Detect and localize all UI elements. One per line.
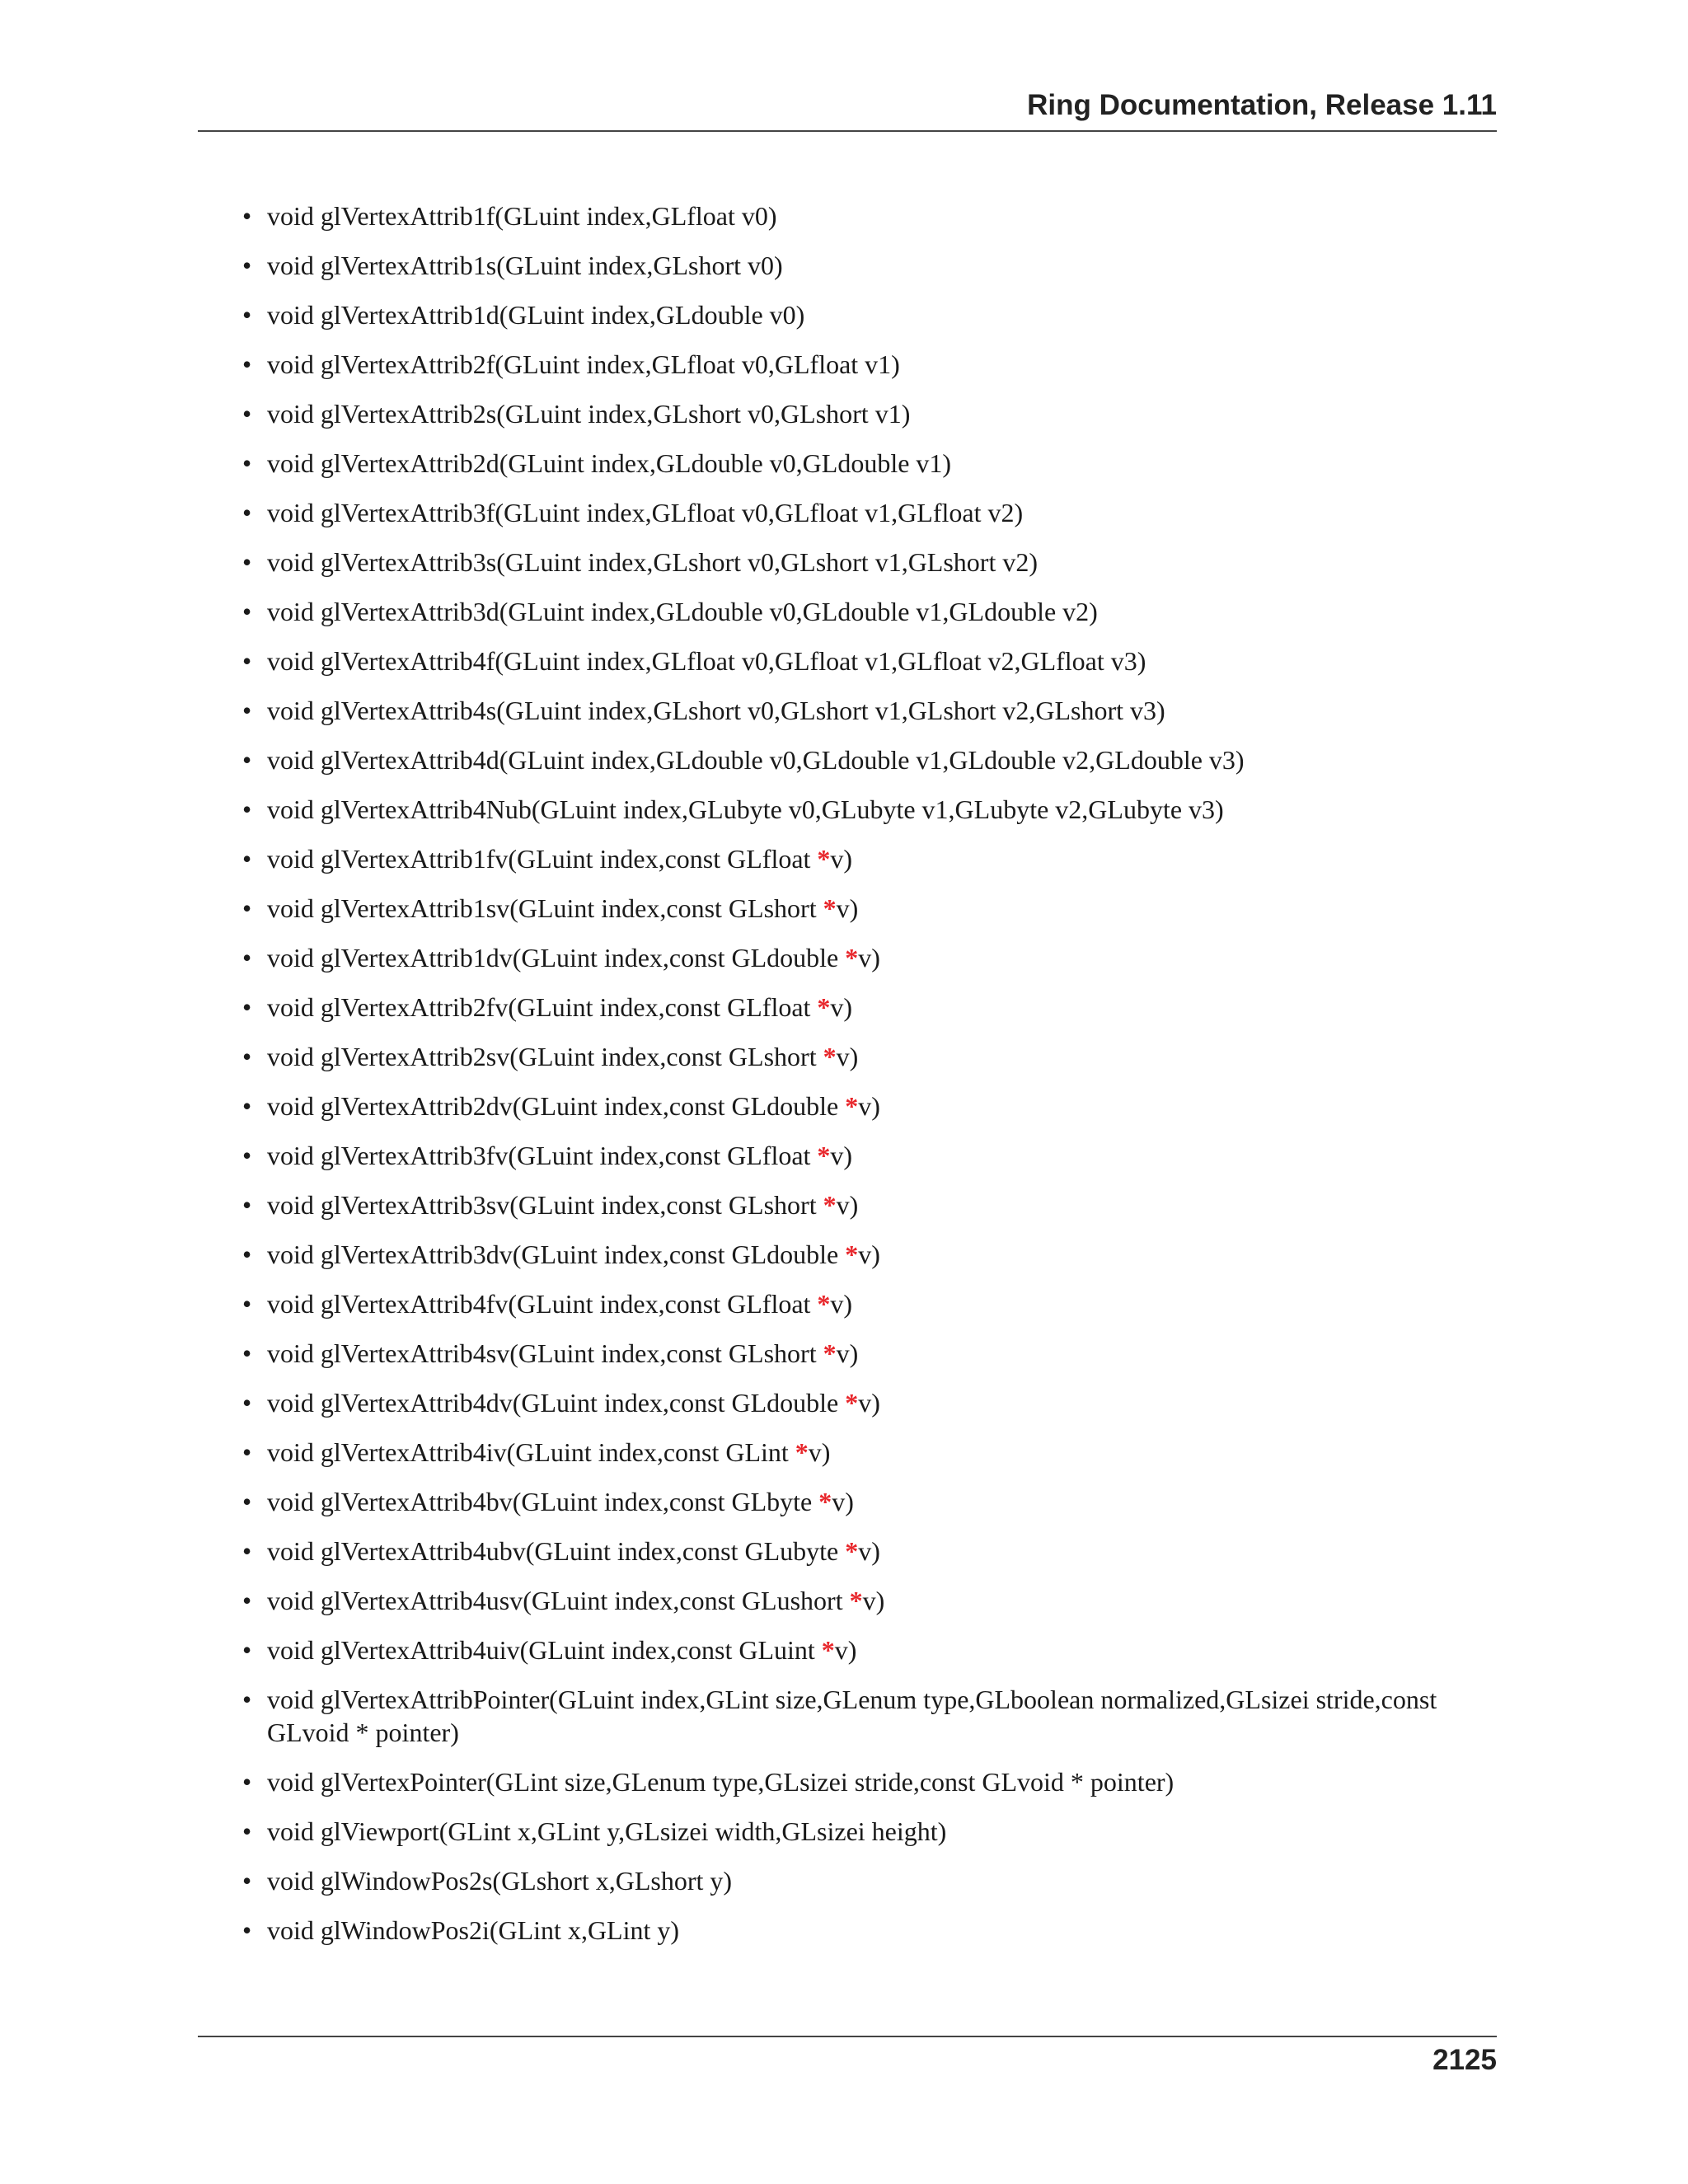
function-signature: void glVertexAttrib2sv(GLuint index,const GLshort xyxy=(267,1042,823,1071)
bullet-icon: • xyxy=(242,300,252,330)
list-item xyxy=(239,1633,1497,1666)
function-signature-tail: v) xyxy=(834,1635,857,1665)
list-item xyxy=(239,694,1497,727)
list-item xyxy=(239,1139,1497,1172)
list-item xyxy=(239,1337,1497,1370)
bullet-icon: • xyxy=(242,1767,252,1797)
bullet-icon: • xyxy=(242,201,252,231)
function-signature: void glVertexAttrib3d(GLuint index,GLdouble v0,GLdouble v1,GLdouble v2) xyxy=(267,597,1098,626)
function-signature-tail: v) xyxy=(830,992,853,1022)
function-signature-tail: v) xyxy=(858,943,880,972)
function-signature: void glVertexAttrib4ubv(GLuint index,const GLubyte xyxy=(267,1536,846,1566)
bullet-icon: • xyxy=(242,1190,252,1220)
list-item xyxy=(239,1040,1497,1073)
function-signature: void glVertexAttribPointer(GLuint index,GLint size,GLenum type,GLboolean normalized,GLsizei stride,const GLvoid * pointer) xyxy=(267,1685,1437,1747)
pointer-star: * xyxy=(817,1141,831,1170)
bullet-icon: • xyxy=(242,251,252,280)
bullet-icon: • xyxy=(242,992,252,1022)
function-list xyxy=(239,199,1497,1963)
bullet-icon: • xyxy=(242,349,252,379)
list-item xyxy=(239,249,1497,282)
function-signature-tail: v) xyxy=(858,1240,880,1269)
function-signature: void glVertexPointer(GLint size,GLenum type,GLsizei stride,const GLvoid * pointer) xyxy=(267,1767,1175,1797)
header-title: Ring Documentation, Release 1.11 xyxy=(1027,89,1497,121)
function-signature: void glVertexAttrib4f(GLuint index,GLfloat v0,GLfloat v1,GLfloat v2,GLfloat v3) xyxy=(267,646,1146,676)
function-signature: void glVertexAttrib3f(GLuint index,GLfloat v0,GLfloat v1,GLfloat v2) xyxy=(267,498,1024,527)
pointer-star: * xyxy=(817,992,831,1022)
list-item xyxy=(239,1535,1497,1568)
pointer-star: * xyxy=(821,1635,835,1665)
pointer-star: * xyxy=(823,1338,837,1368)
bullet-icon: • xyxy=(242,943,252,972)
function-signature: void glVertexAttrib4s(GLuint index,GLshort v0,GLshort v1,GLshort v2,GLshort v3) xyxy=(267,696,1165,725)
function-signature: void glWindowPos2i(GLint x,GLint y) xyxy=(267,1915,680,1945)
function-signature: void glVertexAttrib2s(GLuint index,GLshort v0,GLshort v1) xyxy=(267,399,911,429)
function-signature-tail: v) xyxy=(836,1338,859,1368)
list-item xyxy=(239,447,1497,480)
function-signature: void glVertexAttrib4sv(GLuint index,const GLshort xyxy=(267,1338,823,1368)
function-signature-tail: v) xyxy=(830,1141,853,1170)
function-signature-tail: v) xyxy=(836,893,859,923)
pointer-star: * xyxy=(849,1586,863,1615)
list-item xyxy=(239,1815,1497,1848)
function-signature: void glVertexAttrib1fv(GLuint index,const GLfloat xyxy=(267,844,818,874)
list-item xyxy=(239,199,1497,232)
bullet-icon: • xyxy=(242,1091,252,1121)
function-signature: void glVertexAttrib4usv(GLuint index,const GLushort xyxy=(267,1586,850,1615)
bullet-icon: • xyxy=(242,448,252,478)
bullet-icon: • xyxy=(242,794,252,824)
list-item xyxy=(239,1584,1497,1617)
function-signature-tail: v) xyxy=(858,1536,880,1566)
function-signature: void glVertexAttrib4Nub(GLuint index,GLubyte v0,GLubyte v1,GLubyte v2,GLubyte v3) xyxy=(267,794,1224,824)
function-signature: void glVertexAttrib1d(GLuint index,GLdouble v0) xyxy=(267,300,805,330)
pointer-star: * xyxy=(845,1388,859,1418)
bullet-icon: • xyxy=(242,1388,252,1418)
bullet-icon: • xyxy=(242,696,252,725)
function-signature-tail: v) xyxy=(832,1487,854,1516)
function-signature: void glVertexAttrib4iv(GLuint index,const GLint xyxy=(267,1437,795,1467)
bullet-icon: • xyxy=(242,1536,252,1566)
page-header xyxy=(198,89,1497,130)
bullet-icon: • xyxy=(242,399,252,429)
function-signature-tail: v) xyxy=(836,1190,859,1220)
list-item xyxy=(239,348,1497,381)
header-rule xyxy=(198,130,1497,132)
list-item xyxy=(239,595,1497,628)
list-item xyxy=(239,1765,1497,1798)
function-signature: void glVertexAttrib2dv(GLuint index,const GLdouble xyxy=(267,1091,846,1121)
bullet-icon: • xyxy=(242,547,252,577)
function-signature: void glWindowPos2s(GLshort x,GLshort y) xyxy=(267,1866,733,1896)
list-item xyxy=(239,1188,1497,1221)
list-item xyxy=(239,1386,1497,1419)
bullet-icon: • xyxy=(242,1240,252,1269)
function-signature: void glVertexAttrib2f(GLuint index,GLfloat v0,GLfloat v1) xyxy=(267,349,900,379)
function-signature: void glViewport(GLint x,GLint y,GLsizei width,GLsizei height) xyxy=(267,1816,947,1846)
function-signature: void glVertexAttrib3s(GLuint index,GLshort v0,GLshort v1,GLshort v2) xyxy=(267,547,1038,577)
list-item xyxy=(239,1287,1497,1320)
bullet-icon: • xyxy=(242,1586,252,1615)
list-item xyxy=(239,546,1497,579)
function-signature-tail: v) xyxy=(862,1586,885,1615)
pointer-star: * xyxy=(817,1289,831,1319)
list-item xyxy=(239,298,1497,331)
list-item xyxy=(239,397,1497,430)
function-signature: void glVertexAttrib4uiv(GLuint index,const GLuint xyxy=(267,1635,822,1665)
list-item xyxy=(239,1914,1497,1947)
pointer-star: * xyxy=(823,1190,837,1220)
function-signature: void glVertexAttrib2fv(GLuint index,const GLfloat xyxy=(267,992,818,1022)
function-signature: void glVertexAttrib4d(GLuint index,GLdouble v0,GLdouble v1,GLdouble v2,GLdouble v3) xyxy=(267,745,1245,775)
function-signature-tail: v) xyxy=(836,1042,859,1071)
function-signature: void glVertexAttrib2d(GLuint index,GLdouble v0,GLdouble v1) xyxy=(267,448,952,478)
list-item xyxy=(239,842,1497,875)
bullet-icon: • xyxy=(242,1437,252,1467)
bullet-icon: • xyxy=(242,1141,252,1170)
function-signature-tail: v) xyxy=(830,1289,853,1319)
function-signature: void glVertexAttrib3sv(GLuint index,const GLshort xyxy=(267,1190,823,1220)
function-signature: void glVertexAttrib1f(GLuint index,GLfloat v0) xyxy=(267,201,777,231)
list-item xyxy=(239,941,1497,974)
function-signature: void glVertexAttrib1dv(GLuint index,const GLdouble xyxy=(267,943,846,972)
bullet-icon: • xyxy=(242,844,252,874)
bullet-icon: • xyxy=(242,1816,252,1846)
list-item xyxy=(239,644,1497,677)
pointer-star: * xyxy=(845,1536,859,1566)
list-item xyxy=(239,1238,1497,1271)
bullet-icon: • xyxy=(242,1042,252,1071)
list-item xyxy=(239,1485,1497,1518)
pointer-star: * xyxy=(823,1042,837,1071)
bullet-icon: • xyxy=(242,498,252,527)
function-signature: void glVertexAttrib4bv(GLuint index,const GLbyte xyxy=(267,1487,819,1516)
bullet-icon: • xyxy=(242,1685,252,1714)
page-number: 2125 xyxy=(1432,2044,1497,2076)
bullet-icon: • xyxy=(242,1338,252,1368)
bullet-icon: • xyxy=(242,1915,252,1945)
function-signature: void glVertexAttrib4dv(GLuint index,const GLdouble xyxy=(267,1388,846,1418)
function-signature-tail: v) xyxy=(858,1388,880,1418)
list-item xyxy=(239,1436,1497,1469)
function-signature: void glVertexAttrib3fv(GLuint index,const GLfloat xyxy=(267,1141,818,1170)
pointer-star: * xyxy=(823,893,837,923)
pointer-star: * xyxy=(795,1437,809,1467)
bullet-icon: • xyxy=(242,745,252,775)
list-item xyxy=(239,743,1497,776)
bullet-icon: • xyxy=(242,1289,252,1319)
function-signature: void glVertexAttrib1sv(GLuint index,const GLshort xyxy=(267,893,823,923)
bullet-icon: • xyxy=(242,597,252,626)
bullet-icon: • xyxy=(242,646,252,676)
pointer-star: * xyxy=(817,844,831,874)
pointer-star: * xyxy=(845,943,859,972)
pointer-star: * xyxy=(845,1240,859,1269)
list-item xyxy=(239,1090,1497,1122)
list-item xyxy=(239,1683,1497,1749)
list-item xyxy=(239,496,1497,529)
function-signature-tail: v) xyxy=(858,1091,880,1121)
function-signature: void glVertexAttrib4fv(GLuint index,const GLfloat xyxy=(267,1289,818,1319)
function-signature-tail: v) xyxy=(830,844,853,874)
list-item xyxy=(239,793,1497,826)
footer-rule xyxy=(198,2036,1497,2037)
pointer-star: * xyxy=(818,1487,832,1516)
list-item xyxy=(239,892,1497,925)
function-signature-tail: v) xyxy=(808,1437,831,1467)
bullet-icon: • xyxy=(242,893,252,923)
bullet-icon: • xyxy=(242,1635,252,1665)
list-item xyxy=(239,991,1497,1024)
pointer-star: * xyxy=(845,1091,859,1121)
list-item xyxy=(239,1864,1497,1897)
bullet-icon: • xyxy=(242,1487,252,1516)
function-signature: void glVertexAttrib1s(GLuint index,GLshort v0) xyxy=(267,251,783,280)
bullet-icon: • xyxy=(242,1866,252,1896)
function-signature: void glVertexAttrib3dv(GLuint index,const GLdouble xyxy=(267,1240,846,1269)
